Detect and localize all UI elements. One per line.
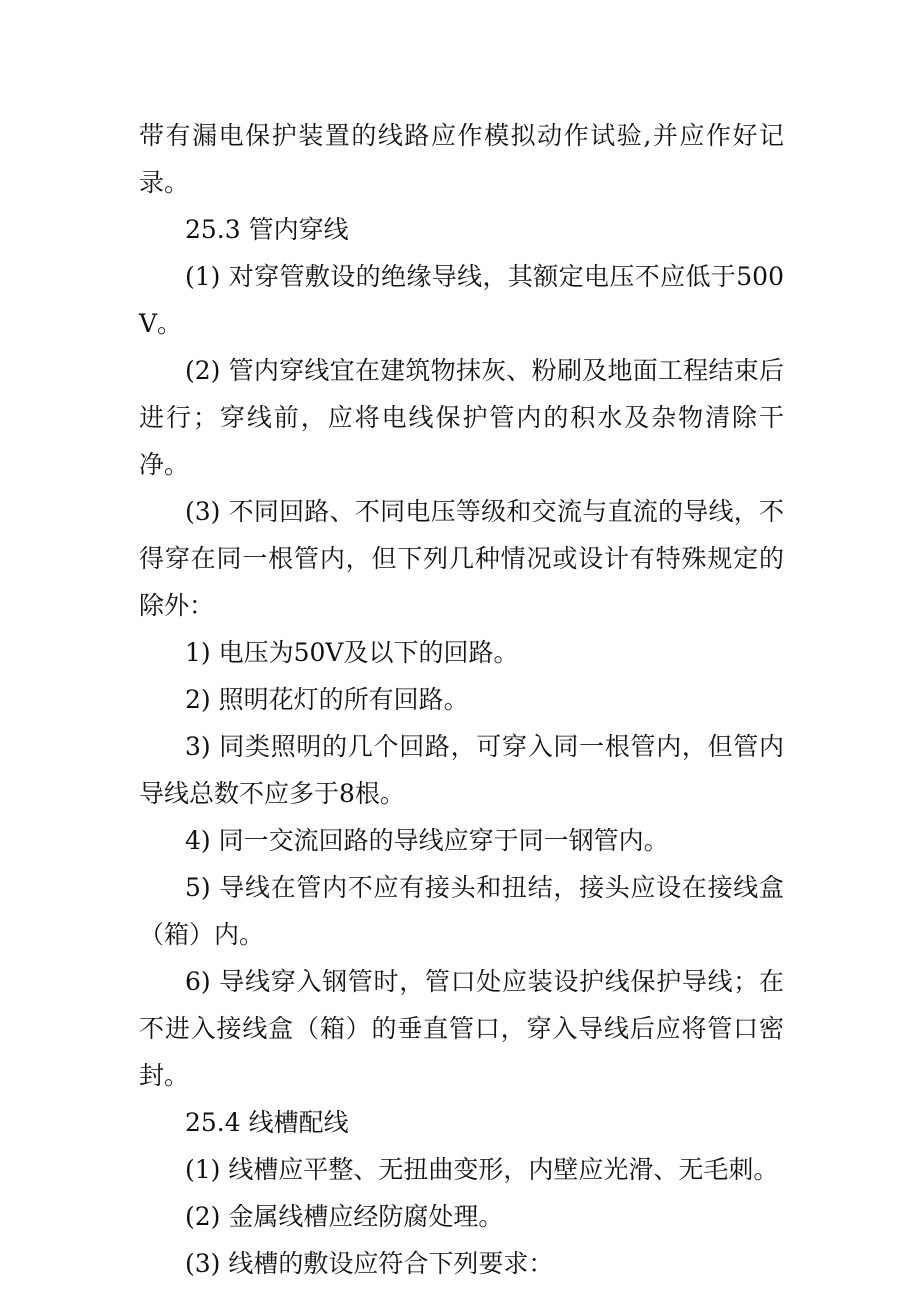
sub-item-1: 1) 电压为50V及以下的回路。 <box>185 638 519 667</box>
paragraph-item-1: (1) 对穿管敷设的绝缘导线，其额定电压不应低于500V。 <box>139 262 784 338</box>
sub-item-2: 2) 照明花灯的所有回路。 <box>185 685 469 714</box>
sub-item-5: 5) 导线在管内不应有接头和扭结，接头应设在接线盒（箱）内。 <box>139 873 784 949</box>
document-body <box>139 112 784 1287</box>
paragraph-item-2: (2) 管内穿线宜在建筑物抹灰、粉刷及地面工程结束后进行；穿线前，应将电线保护管内的积水及杂物清除干净。 <box>139 356 784 479</box>
paragraph-item-2-trough: (2) 金属线槽应经防腐处理。 <box>185 1202 504 1231</box>
paragraph-item-1-trough: (1) 线槽应平整、无扭曲变形，内壁应光滑、无毛刺。 <box>185 1155 779 1184</box>
paragraph-item-3: (3) 不同回路、不同电压等级和交流与直流的导线，不得穿在同一根管内，但下列几种情况或设计有特殊规定的除外： <box>139 497 784 620</box>
section-heading-25-3: 25.3 管内穿线 <box>185 215 349 244</box>
paragraph-item-3-trough: (3) 线槽的敷设应符合下列要求： <box>185 1249 554 1278</box>
sub-item-6: 6) 导线穿入钢管时，管口处应装设护线保护导线；在不进入接线盒（箱）的垂直管口，穿入导线后应将管口密封。 <box>139 967 784 1090</box>
sub-item-3: 3) 同类照明的几个回路，可穿入同一根管内，但管内导线总数不应多于8根。 <box>139 732 784 808</box>
sub-item-4: 4) 同一交流回路的导线应穿于同一钢管内。 <box>185 826 669 855</box>
section-heading-25-4: 25.4 线槽配线 <box>185 1108 349 1137</box>
paragraph-continuation: 带有漏电保护装置的线路应作模拟动作试验,并应作好记录。 <box>139 121 784 197</box>
